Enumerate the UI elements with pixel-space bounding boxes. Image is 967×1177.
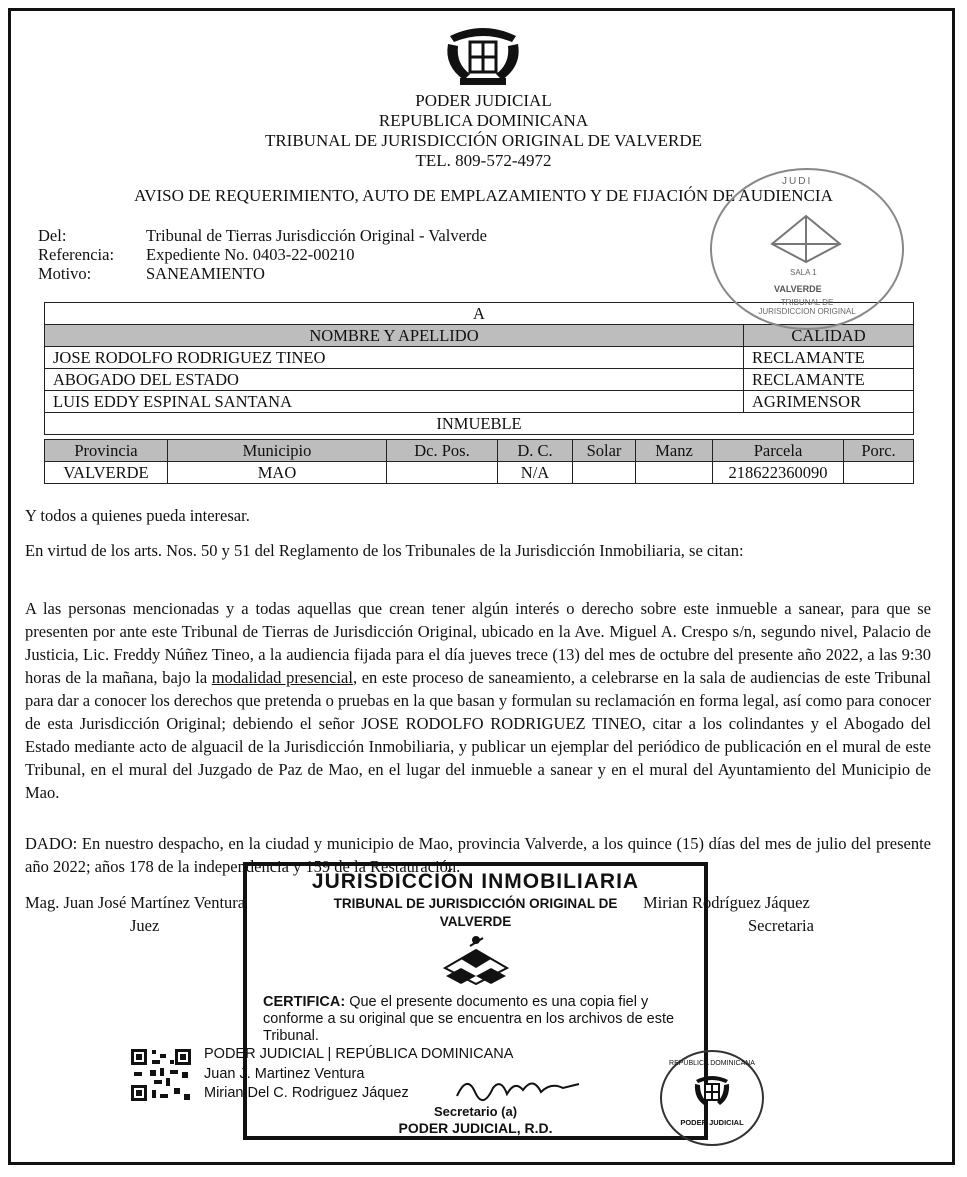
paragraph-text: A las personas mencionadas y a todas aquellas que crean tener algún interés o derecho sobre este inmueble a sanear, para que se presenten por ante este Tribunal de Tierras de Jurisdicción Original, ubicado en la Ave. Miguel A. Crespo s/n, segundo nivel, Palacio de Justicia, Lic. Freddy Núñez Tineo, a la audiencia fijada para el día jueves trece (13) del mes de octubre del presente año 2022, a las 9:30 horas de la mañana, bajo la [25, 599, 931, 687]
stamp-sala: SALA 1 [790, 268, 817, 277]
party-calidad: AGRIMENSOR [744, 391, 914, 413]
cell-porc [844, 462, 914, 484]
paragraph-text: , en este proceso de saneamiento, a celebrarse en la sala de audiencias de este Tribunal para dar a conocer los derechos que pretenda o pruebas en la que basan y formulan su reclamación en forma legal, así como para conocer de esta Jurisdicción Original; debiendo el señor JOSE RODOLFO RODRIGUEZ TINEO, citar a los colindantes y el Abogado del Estado mediante acto de alguacil de la Jurisdicción Inmobiliaria, y publicar un ejemplar del periódico de publicación en el mural de este Tribunal, en el mural del Juzgado de Paz de Mao, en el lugar del inmueble a sanear y en el mural del Ayuntamiento del Municipio de Mao. [25, 668, 931, 802]
meta-label: Del: [38, 226, 67, 245]
certifica-text: Que el presente documento es una copia fiel y conforme a su original que se encuentra en los archivos de este Tribunal. [263, 994, 675, 1044]
paragraph-interesar: Y todos a quienes pueda interesar. [25, 506, 250, 525]
stamp-valverde-label: VALVERDE [439, 914, 512, 929]
round-stamp-bottom [660, 1050, 764, 1146]
stamp-certifica [263, 994, 695, 1045]
judge-role: Juez [130, 916, 160, 935]
table-header-name: NOMBRE Y APELLIDO [45, 325, 744, 347]
meta-label: Referencia: [38, 245, 115, 264]
table-row [45, 369, 914, 391]
table-header-inmueble: INMUEBLE [45, 413, 914, 435]
cell-provincia: VALVERDE [45, 462, 168, 484]
coat-of-arms-icon [440, 26, 526, 88]
col-porc: Porc. [844, 440, 914, 462]
header-line-poder: PODER JUDICIAL [415, 91, 552, 110]
stamp-poder-judicial: PODER JUDICIAL, R.D. [398, 1120, 553, 1136]
stamp-poder-judicial-round: PODER JUDICIAL [680, 1118, 744, 1127]
cell-dc-pos [387, 462, 498, 484]
modalidad-presencial: modalidad presencial [211, 668, 353, 687]
party-calidad: RECLAMANTE [744, 369, 914, 391]
judge-name: Mag. Juan José Martínez Ventura [25, 893, 246, 912]
certifica-label: CERTIFICA: [263, 994, 346, 1010]
cell-dc: N/A [498, 462, 573, 484]
paragraph-citacion [25, 597, 931, 804]
table-header-a: A [45, 303, 914, 325]
cell-municipio: MAO [168, 462, 387, 484]
meta-label: Motivo: [38, 264, 92, 283]
table-row [45, 462, 914, 484]
table-row [45, 391, 914, 413]
handwritten-signature [453, 1072, 583, 1106]
party-name: JOSE RODOLFO RODRIGUEZ TINEO [45, 347, 744, 369]
stamp-outer-text: TRIBUNAL DE JURISDICCION ORIGINAL [758, 298, 856, 316]
col-municipio: Municipio [168, 440, 387, 462]
cell-solar [573, 462, 636, 484]
header-line-telefono: TEL. 809-572-4972 [415, 151, 552, 170]
cell-parcela: 218622360090 [713, 462, 844, 484]
footer-secretaria: Mirian Del C. Rodriguez Jáquez [204, 1085, 409, 1101]
meta-motivo [38, 264, 265, 283]
stamp-republica: REPÚBLICA DOMINICANA [669, 1060, 755, 1067]
party-name: ABOGADO DEL ESTADO [45, 369, 744, 391]
coat-of-arms-small-icon [692, 1074, 732, 1110]
footer-poder-judicial: PODER JUDICIAL | REPÚBLICA DOMINICANA [204, 1046, 514, 1062]
col-parcela: Parcela [713, 440, 844, 462]
meta-value: Tribunal de Tierras Jurisdicción Original - Valverde [146, 226, 487, 245]
stamp-secretario: Secretario (a) [433, 1104, 518, 1119]
col-provincia: Provincia [45, 440, 168, 462]
paragraph-dado: DADO: En nuestro despacho, en la ciudad y municipio de Mao, provincia Valverde, a los quince (15) días del mes de julio del presente año 2022; años 178 de la independencia y 159 de la Restauración. [25, 834, 931, 876]
table-row [45, 347, 914, 369]
col-dc-pos: Dc. Pos. [387, 440, 498, 462]
secretary-name: Mirian Rodríguez Jáquez [643, 893, 810, 912]
land-tribunal-emblem-icon [443, 934, 509, 986]
round-stamp-top [710, 168, 904, 330]
meta-value: Expediente No. 0403-22-00210 [146, 245, 355, 264]
party-calidad: RECLAMANTE [744, 347, 914, 369]
qr-code [130, 1048, 192, 1102]
stamp-valverde: VALVERDE [774, 284, 822, 294]
stamp-jurisdiccion: JURISDICCIÓN INMOBILIARIA [311, 870, 640, 893]
stamp-tribunal: TRIBUNAL DE JURISDICCIÓN ORIGINAL DE [333, 896, 618, 911]
header-line-republica: REPUBLICA DOMINICANA [378, 111, 589, 130]
cell-manz [636, 462, 713, 484]
scales-emblem-icon [770, 214, 842, 264]
stamp-top-text: JUDI [782, 176, 813, 187]
table-header-calidad: CALIDAD [744, 325, 914, 347]
document-title: AVISO DE REQUERIMIENTO, AUTO DE EMPLAZAMIENTO Y DE FIJACIÓN DE AUDIENCIA [134, 186, 833, 205]
inmueble-table [44, 439, 914, 484]
secretary-role: Secretaria [748, 916, 814, 935]
meta-value: SANEAMIENTO [146, 264, 265, 283]
meta-del [38, 226, 487, 245]
col-dc: D. C. [498, 440, 573, 462]
col-solar: Solar [573, 440, 636, 462]
party-name: LUIS EDDY ESPINAL SANTANA [45, 391, 744, 413]
meta-referencia [38, 245, 355, 264]
footer-juez: Juan J. Martinez Ventura [204, 1066, 365, 1082]
col-manz: Manz [636, 440, 713, 462]
paragraph-virtud: En virtud de los arts. Nos. 50 y 51 del Reglamento de los Tribunales de la Jurisdicción Inmobiliaria, se citan: [25, 541, 744, 560]
header-line-tribunal: TRIBUNAL DE JURISDICCIÓN ORIGINAL DE VALVERDE [264, 131, 703, 150]
